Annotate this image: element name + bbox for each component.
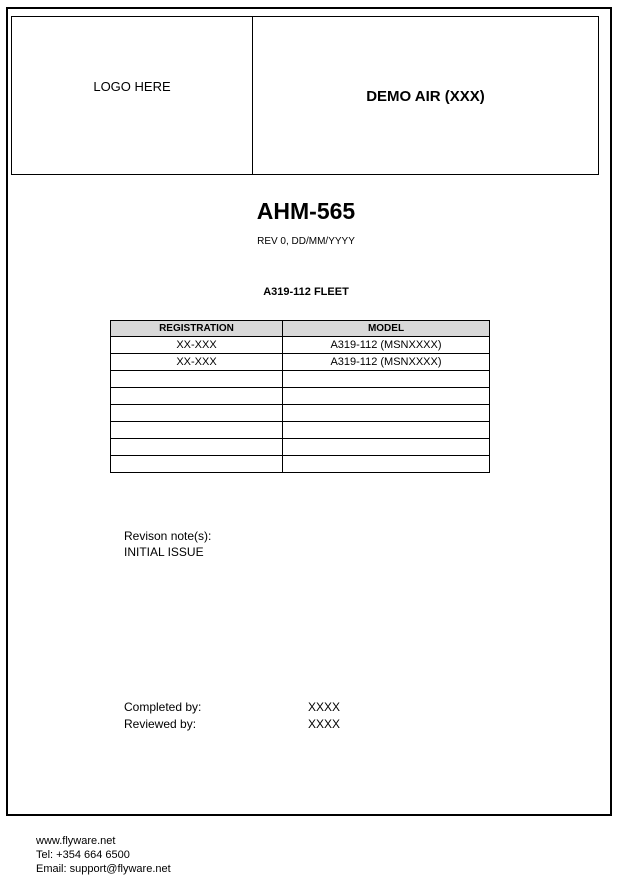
- model-cell: A319-112 (MSNXXXX): [283, 354, 490, 371]
- model-cell: [283, 405, 490, 422]
- reviewed-by-value: XXXX: [308, 717, 341, 731]
- registration-cell: [111, 371, 283, 388]
- model-cell: A319-112 (MSNXXXX): [283, 337, 490, 354]
- registration-cell: [111, 388, 283, 405]
- fleet-heading: A319-112 FLEET: [263, 286, 349, 298]
- column-header-model: MODEL: [283, 321, 490, 337]
- revision-notes-label: Revison note(s):: [124, 529, 212, 543]
- revision-notes: [124, 528, 211, 560]
- reviewed-by-row: [124, 716, 340, 733]
- footer-email: Email: support@flyware.net: [36, 863, 171, 875]
- registration-cell: [111, 405, 283, 422]
- table-row: [111, 371, 490, 388]
- registration-cell: XX-XXX: [111, 354, 283, 371]
- model-cell: [283, 422, 490, 439]
- document-header: [11, 16, 599, 175]
- reviewed-by-label: Reviewed by:: [124, 717, 197, 731]
- registration-cell: [111, 422, 283, 439]
- completed-by-label: Completed by:: [124, 700, 202, 714]
- company-name: DEMO AIR (XXX): [366, 88, 485, 105]
- registration-table: [110, 320, 490, 473]
- logo-placeholder: LOGO HERE: [12, 17, 253, 174]
- footer-website: www.flyware.net: [36, 835, 116, 847]
- registration-cell: [111, 439, 283, 456]
- completed-by-row: [124, 699, 340, 716]
- table-row: [111, 439, 490, 456]
- table-row: [111, 388, 490, 405]
- table-row: [111, 422, 490, 439]
- footer-contact: [36, 834, 171, 876]
- footer-phone: Tel: +354 664 6500: [36, 849, 130, 861]
- revision-notes-text: INITIAL ISSUE: [124, 545, 204, 559]
- document-title: AHM-565: [256, 198, 356, 224]
- table-header-row: [111, 321, 490, 337]
- registration-cell: [111, 456, 283, 473]
- signoff-section: [124, 699, 340, 733]
- model-cell: [283, 439, 490, 456]
- column-header-registration: REGISTRATION: [111, 321, 283, 337]
- model-cell: [283, 371, 490, 388]
- model-cell: [283, 388, 490, 405]
- completed-by-value: XXXX: [308, 700, 341, 714]
- table-row: [111, 354, 490, 371]
- table-row: [111, 337, 490, 354]
- registration-cell: XX-XXX: [111, 337, 283, 354]
- table-row: [111, 456, 490, 473]
- revision-date: REV 0, DD/MM/YYYY: [257, 236, 355, 247]
- model-cell: [283, 456, 490, 473]
- table-row: [111, 405, 490, 422]
